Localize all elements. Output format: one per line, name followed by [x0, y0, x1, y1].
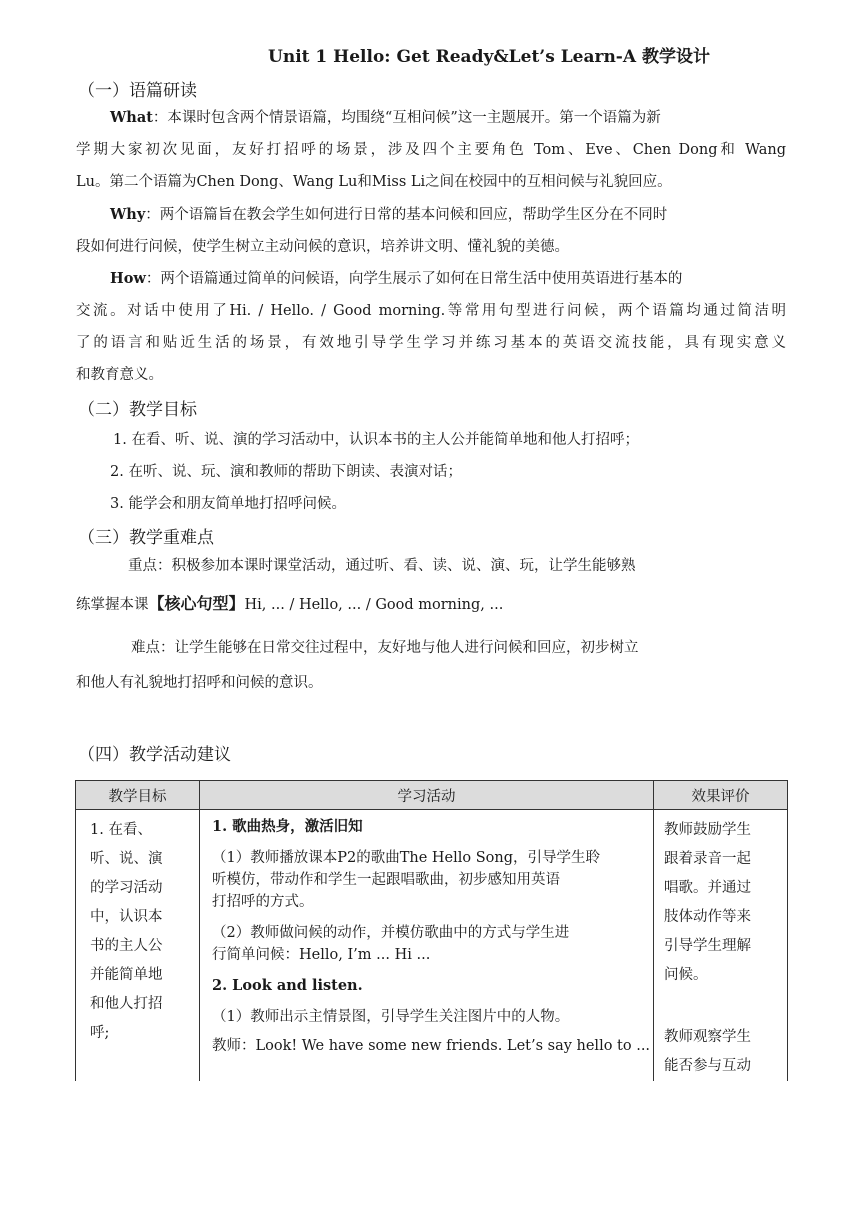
how-paragraph-line-1	[110, 267, 682, 288]
how-paragraph-line-4: 和教育意义。	[76, 367, 163, 383]
activity-cell	[200, 810, 654, 1082]
how-paragraph-line-2: 交流。对话中使用了Hi. / Hello. / Good morning.等常用句型进行问候，两个语篇均通过简洁明	[76, 303, 786, 319]
goal-line: 的学习活动	[90, 880, 163, 896]
what-paragraph-line-1	[110, 106, 661, 127]
difficulty-line-2: 和他人有礼貌地打招呼和问候的意识。	[76, 675, 323, 691]
keypoint-line-1: 重点：积极参加本课时课堂活动，通过听、看、读、说、演、玩，让学生能够熟	[128, 558, 636, 574]
evaluation-line: 引导学生理解	[664, 938, 751, 954]
keypoint-line-2	[76, 591, 503, 614]
goal-line: 1. 在看、	[90, 822, 152, 838]
how-label: How	[110, 270, 146, 287]
why-paragraph-line-2: 段如何进行问候，使学生树立主动问候的意识，培养讲文明、懂礼貌的美德。	[76, 239, 569, 255]
evaluation-line: 能否参与互动	[664, 1058, 751, 1074]
what-paragraph-line-2: 学期大家初次见面，友好打招呼的场景，涉及四个主要角色 Tom、Eve、Chen Dong和 Wang	[76, 142, 786, 158]
core-sentence-tag: 【核心句型】	[148, 594, 245, 613]
activity-text-line: 听模仿，带动作和学生一起跟唱歌曲，初步感知用英语	[212, 872, 560, 888]
goal-line: 书的主人公	[90, 938, 163, 954]
activity-text-line: 教师：Look! We have some new friends. Let’s say hello to ...	[212, 1038, 651, 1054]
section-heading-keypoints: （三）教学重难点	[78, 528, 214, 548]
what-text-1: ：本课时包含两个情景语篇，均围绕“互相问候”这一主题展开。第一个语篇为新	[152, 110, 661, 126]
section-heading-analysis: （一）语篇研读	[78, 81, 197, 101]
activity-text-line: （1）教师播放课本P2的歌曲The Hello Song，引导学生聆	[212, 850, 601, 866]
evaluation-line: 教师观察学生	[664, 1029, 751, 1045]
section-heading-objectives: （二）教学目标	[78, 400, 197, 420]
header-activity: 学习活动	[200, 781, 654, 810]
goal-line: 呼;	[90, 1025, 110, 1041]
objective-item: 1. 在看、听、说、演的学习活动中，认识本书的主人公并能简单地和他人打招呼；	[113, 432, 639, 448]
activity-text-line: （1）教师出示主情景图，引导学生关注图片中的人物。	[212, 1009, 570, 1025]
goal-line: 中，认识本	[90, 909, 163, 925]
objective-item: 2. 在听、说、玩、演和教师的帮助下朗读、表演对话；	[110, 464, 462, 480]
evaluation-cell	[654, 810, 788, 1082]
how-paragraph-line-3: 了的语言和贴近生活的场景，有效地引导学生学习并练习基本的英语交流技能，具有现实意义	[76, 335, 786, 351]
activity-text-line: 打招呼的方式。	[212, 894, 314, 910]
goal-cell	[76, 810, 200, 1082]
how-text-1: ：两个语篇通过简单的问候语，向学生展示了如何在日常生活中使用英语进行基本的	[145, 271, 683, 287]
why-label: Why	[110, 206, 146, 223]
why-paragraph-line-1	[110, 203, 667, 224]
why-text-1: ：两个语篇旨在教会学生如何进行日常的基本问候和回应，帮助学生区分在不同时	[145, 207, 668, 223]
activity-step-2-title: 2. Look and listen.	[212, 977, 363, 994]
page-title: Unit 1 Hello: Get Ready&Let’s Learn-A 教学设计	[268, 47, 710, 67]
activity-step-1-p1	[212, 847, 645, 913]
what-label: What	[110, 109, 153, 126]
evaluation-line: 教师鼓励学生	[664, 822, 751, 838]
activity-text-line: 行简单问候：Hello, I’m ... Hi ...	[212, 947, 431, 963]
activity-step-1-p2	[212, 922, 645, 966]
evaluation-line: 问候。	[664, 967, 708, 983]
table-header-row	[76, 781, 788, 810]
table-row	[76, 810, 788, 1082]
section-heading-activities: （四）教学活动建议	[78, 745, 231, 765]
header-goal: 教学目标	[76, 781, 200, 810]
keypoint-prefix: 练掌握本课	[76, 597, 149, 613]
goal-line: 和他人打招	[90, 996, 163, 1012]
activity-step-2-p1	[212, 1006, 651, 1057]
activity-table	[75, 780, 788, 1081]
goal-line: 听、说、演	[90, 851, 163, 867]
core-sentence-text: Hi, ... / Hello, ... / Good morning, ...	[244, 597, 504, 613]
header-evaluation: 效果评价	[654, 781, 788, 810]
evaluation-line: 肢体动作等来	[664, 909, 751, 925]
what-paragraph-line-3: Lu。第二个语篇为Chen Dong、Wang Lu和Miss Li之间在校园中的互相问候与礼貌回应。	[76, 174, 672, 190]
objective-item: 3. 能学会和朋友简单地打招呼问候。	[110, 496, 346, 512]
activity-step-1-title: 1. 歌曲热身，激活旧知	[212, 818, 363, 835]
difficulty-line-1: 难点：让学生能够在日常交往过程中，友好地与他人进行问候和回应，初步树立	[131, 640, 639, 656]
activity-text-line: （2）教师做问候的动作，并模仿歌曲中的方式与学生进	[212, 925, 570, 941]
evaluation-line: 跟着录音一起	[664, 851, 751, 867]
goal-line: 并能简单地	[90, 967, 163, 983]
evaluation-line: 唱歌。并通过	[664, 880, 751, 896]
